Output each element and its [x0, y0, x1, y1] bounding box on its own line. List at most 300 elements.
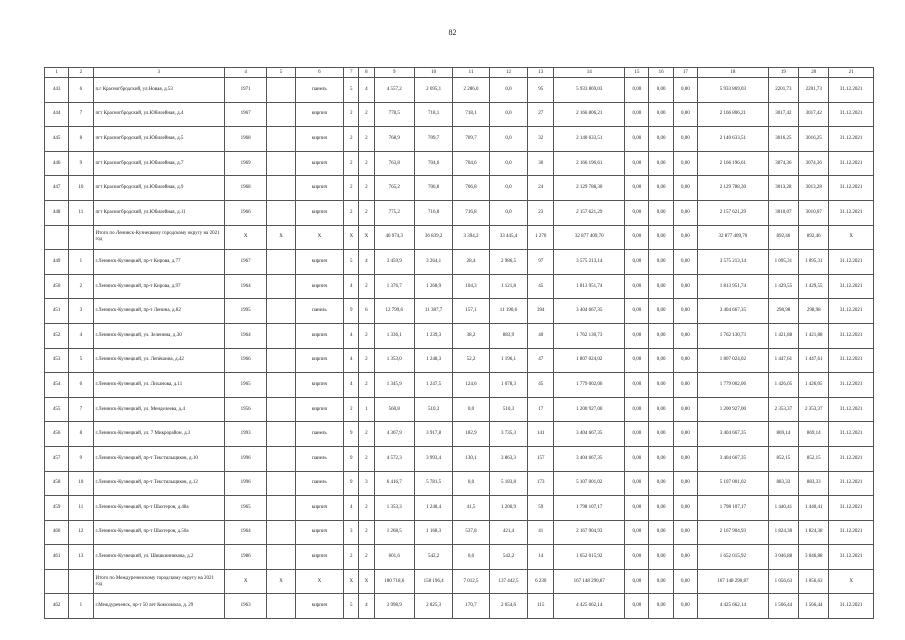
cell-entrances: 2 [359, 200, 374, 225]
cell-local-index: 11 [69, 200, 93, 225]
cell-year-built: 1965 [224, 496, 266, 521]
cell-year-built: 1964 [224, 520, 266, 545]
cell-total-area: 1 376,7 [374, 274, 414, 299]
cell-wall-material: кирпич [295, 102, 344, 127]
cell-nonliving-area: 157,1 [453, 299, 489, 324]
cell-total-cost: 1 779 002,06 [554, 373, 625, 398]
cell-total-area: 1 268,5 [374, 520, 414, 545]
cell-address: п.г Красногбродский, ул.Новая, д.53 [93, 78, 224, 103]
cell-cost-regional: 0,00 [649, 225, 673, 250]
cell-unit-cost: 852,15 [768, 446, 798, 471]
cell-unit-cost: 892,46 [768, 225, 798, 250]
cell-completion-date: 31.12.2021 [829, 348, 874, 373]
cell-year-reconstructed [267, 200, 295, 225]
table-row [45, 373, 874, 398]
cell-local-index: 8 [69, 422, 93, 447]
cell-completion-date: 31.12.2021 [829, 127, 874, 152]
cell-total-cost: 2 167 904,93 [554, 520, 625, 545]
cell-cost-municipal: 0,00 [673, 127, 697, 152]
cell-year-reconstructed [267, 102, 295, 127]
cell-year-built: 1956 [224, 397, 266, 422]
cell-year-built: 1986 [224, 545, 266, 570]
cell-residents: 47 [528, 348, 554, 373]
cell-unit-cost-max: 2201,73 [799, 78, 829, 103]
cell-residents: 59 [528, 496, 554, 521]
cell-wall-material: кирпич [295, 127, 344, 152]
cell-nonliving-area: 0,0 [453, 397, 489, 422]
cell-wall-material: кирпич [295, 274, 344, 299]
cell-year-reconstructed [267, 471, 295, 496]
cell-row-index: 445 [45, 127, 69, 152]
cell-year-reconstructed [267, 151, 295, 176]
cell-residential-area: 0,0 [489, 151, 527, 176]
cell-cost-regional: 0,00 [649, 274, 673, 299]
cell-cost-federal: 0,00 [625, 151, 649, 176]
cell-wall-material: панель [295, 446, 344, 471]
cell-residential-area: 3 863,3 [489, 446, 527, 471]
cell-living-area: 1 168,3 [414, 520, 452, 545]
cell-entrances: 2 [359, 446, 374, 471]
table-row [45, 397, 874, 422]
cell-total-area: 1 353,0 [374, 348, 414, 373]
cell-unit-cost: 1 440,41 [768, 496, 798, 521]
table-row [45, 446, 874, 471]
cell-unit-cost-max: 3016,25 [799, 127, 829, 152]
cell-residential-area: 421,4 [489, 520, 527, 545]
cell-wall-material: панель [295, 471, 344, 496]
cell-local-index: 4 [69, 323, 93, 348]
cell-row-index: 457 [45, 446, 69, 471]
cell-year-built: 1995 [224, 299, 266, 324]
cell-cost-regional: 0,00 [649, 200, 673, 225]
cell-local-index: 1 [69, 250, 93, 275]
cell-cost-owners: 18 [697, 68, 768, 78]
cell-wall-material: кирпич [295, 496, 344, 521]
cell-nonliving-area: 716,8 [453, 200, 489, 225]
cell-total-area: 1 345,9 [374, 373, 414, 398]
cell-completion-date: X [829, 225, 874, 250]
cell-unit-cost: 3016,25 [768, 127, 798, 152]
cell-total-cost: 2 166 196,61 [554, 151, 625, 176]
cell-residents: 32 [528, 127, 554, 152]
cell-unit-cost: 19 [768, 68, 798, 78]
cell-floors: 2 [344, 102, 359, 127]
cell-cost-regional: 0,00 [649, 496, 673, 521]
cell-residential-area: 33 445,4 [489, 225, 527, 250]
cell-address: г.Ленинск-Кузнецкий, пр-т Шахтеров, д.48а [93, 496, 224, 521]
cell-wall-material: кирпич [295, 520, 344, 545]
table-row [45, 274, 874, 299]
cell-residential-area: 12 [489, 68, 527, 78]
cell-cost-regional: 0,00 [649, 176, 673, 201]
cell-unit-cost-max: 2 353,37 [799, 397, 829, 422]
cell-entrances: 2 [359, 127, 374, 152]
cell-local-index: 6 [69, 78, 93, 103]
cell-cost-federal: 0,00 [625, 127, 649, 152]
cell-total-area: 601,6 [374, 545, 414, 570]
cell-nonliving-area: 2 286,0 [453, 78, 489, 103]
cell-cost-owners: 2 140 633,51 [697, 127, 768, 152]
cell-nonliving-area: 182,9 [453, 422, 489, 447]
cell-cost-municipal: 0,00 [673, 200, 697, 225]
cell-unit-cost: 869,14 [768, 422, 798, 447]
table-row [45, 545, 874, 570]
cell-wall-material: кирпич [295, 200, 344, 225]
cell-floors: 2 [344, 397, 359, 422]
cell-residential-area: 542,2 [489, 545, 527, 570]
cell-cost-regional: 0,00 [649, 545, 673, 570]
cell-entrances: 2 [359, 545, 374, 570]
cell-entrances: 2 [359, 323, 374, 348]
cell-floors: 2 [344, 200, 359, 225]
cell-cost-regional: 0,00 [649, 323, 673, 348]
cell-cost-municipal: 0,00 [673, 397, 697, 422]
cell-residents: 95 [528, 78, 554, 103]
cell-unit-cost: 2 353,37 [768, 397, 798, 422]
cell-residential-area: 1 206,9 [489, 496, 527, 521]
cell-floors: X [344, 225, 359, 250]
table-row [45, 348, 874, 373]
cell-unit-cost: 3013,28 [768, 176, 798, 201]
cell-floors: 4 [344, 373, 359, 398]
cell-address: г.Ленинск-Кузнецкий, пр-т Шахтеров, д.50а [93, 520, 224, 545]
cell-cost-owners: 1 652 015,92 [697, 545, 768, 570]
cell-floors: 5 [344, 250, 359, 275]
cell-year-built: X [224, 225, 266, 250]
cell-entrances: 2 [359, 176, 374, 201]
cell-living-area: 1 248,3 [414, 348, 452, 373]
cell-cost-municipal: 0,00 [673, 520, 697, 545]
cell-floors: 4 [344, 348, 359, 373]
cell-living-area: 2 695,1 [414, 78, 452, 103]
cell-year-built: 1967 [224, 102, 266, 127]
cell-nonliving-area: 28,4 [453, 250, 489, 275]
cell-nonliving-area: 130,1 [453, 446, 489, 471]
cell-year-built: 1964 [224, 323, 266, 348]
cell-cost-federal: 0,00 [625, 471, 649, 496]
cell-year-reconstructed: X [267, 569, 295, 594]
cell-cost-municipal: 0,00 [673, 496, 697, 521]
cell-cost-owners: 1 779 002,06 [697, 373, 768, 398]
cell-cost-regional: 0,00 [649, 520, 673, 545]
cell-cost-owners: 4 425 662,14 [697, 594, 768, 619]
cell-residents: 1 270 [528, 225, 554, 250]
cell-total-cost: 1 798 107,17 [554, 496, 625, 521]
cell-residents: 97 [528, 250, 554, 275]
cell-living-area: 3 917,8 [414, 422, 452, 447]
cell-unit-cost: 3010,07 [768, 200, 798, 225]
cell-cost-federal: 0,00 [625, 299, 649, 324]
cell-address: г.Ленинск-Кузнецкий, ул. Менделеева, д.4 [93, 397, 224, 422]
cell-living-area: 510,3 [414, 397, 452, 422]
cell-completion-date: 31.12.2021 [829, 594, 874, 619]
cell-residents: 27 [528, 102, 554, 127]
cell-row-index: 447 [45, 176, 69, 201]
cell-entrances: X [359, 225, 374, 250]
cell-living-area: 709,7 [414, 127, 452, 152]
cell-year-reconstructed [267, 545, 295, 570]
cell-wall-material: панель [295, 422, 344, 447]
cell-local-index: 5 [69, 348, 93, 373]
cell-local-index: 11 [69, 496, 93, 521]
cell-cost-federal: 15 [625, 68, 649, 78]
cell-row-index: 448 [45, 200, 69, 225]
cell-unit-cost-max: 3017,42 [799, 102, 829, 127]
cell-unit-cost: 298,98 [768, 299, 798, 324]
cell-unit-cost: 3 046,88 [768, 545, 798, 570]
cell-row-index: 461 [45, 545, 69, 570]
cell-address: Итого по Ленинск-Кузнецкому городскому округу на 2021 год [93, 225, 224, 250]
cell-residential-area: 2 986,5 [489, 250, 527, 275]
cell-nonliving-area: 704,6 [453, 151, 489, 176]
cell-entrances: 2 [359, 151, 374, 176]
cell-residents: 23 [528, 200, 554, 225]
cell-residential-area: 1 121,8 [489, 274, 527, 299]
cell-year-built: 1964 [224, 274, 266, 299]
cell-total-area: 6 416,7 [374, 471, 414, 496]
cell-total-area: 3 998,9 [374, 594, 414, 619]
cell-row-index: 446 [45, 151, 69, 176]
cell-residential-area: 5 183,8 [489, 471, 527, 496]
cell-local-index: 6 [69, 373, 93, 398]
cell-unit-cost-max: 1 421,88 [799, 323, 829, 348]
cell-total-cost: 5 933 869,03 [554, 78, 625, 103]
cell-local-index: 7 [69, 102, 93, 127]
cell-completion-date: 31.12.2021 [829, 545, 874, 570]
cell-nonliving-area: 124,6 [453, 373, 489, 398]
cell-address: пгт Красногбродский, ул.Юбилейная, д.4 [93, 102, 224, 127]
cell-total-cost: 1 200 927,00 [554, 397, 625, 422]
cell-row-index: 459 [45, 496, 69, 521]
cell-total-cost: 2 129 788,30 [554, 176, 625, 201]
cell-unit-cost-max: 1 824,38 [799, 520, 829, 545]
cell-cost-owners: 1 807 024,02 [697, 348, 768, 373]
cell-completion-date: 31.12.2021 [829, 422, 874, 447]
cell-entrances: 4 [359, 78, 374, 103]
cell-cost-municipal: 17 [673, 68, 697, 78]
cell-cost-municipal: 0,00 [673, 151, 697, 176]
cell-cost-owners: 5 933 869,03 [697, 78, 768, 103]
cell-total-area: 9 [374, 68, 414, 78]
table-row [45, 127, 874, 152]
cell-cost-owners: 2 166 196,61 [697, 151, 768, 176]
cell-completion-date: 31.12.2021 [829, 397, 874, 422]
cell-cost-owners: 5 107 001,02 [697, 471, 768, 496]
cell-cost-regional: 0,00 [649, 127, 673, 152]
cell-row-index: 449 [45, 250, 69, 275]
cell-completion-date: 31.12.2021 [829, 299, 874, 324]
table-row [45, 200, 874, 225]
cell-local-index: 8 [69, 127, 93, 152]
cell-completion-date: 31.12.2021 [829, 520, 874, 545]
cell-completion-date: 31.12.2021 [829, 373, 874, 398]
cell-year-reconstructed [267, 78, 295, 103]
subtotal-row [45, 569, 874, 594]
cell-total-area: 560,8 [374, 397, 414, 422]
cell-residents: 13 [528, 68, 554, 78]
cell-floors: 2 [344, 545, 359, 570]
cell-residential-area: 0,0 [489, 176, 527, 201]
cell-residents: 41 [528, 520, 554, 545]
cell-cost-municipal: 0,00 [673, 422, 697, 447]
cell-cost-federal: 0,00 [625, 569, 649, 594]
cell-wall-material: кирпич [295, 176, 344, 201]
cell-wall-material: кирпич [295, 151, 344, 176]
cell-row-index: 462 [45, 594, 69, 619]
cell-cost-federal: 0,00 [625, 78, 649, 103]
cell-total-area: 40 974,3 [374, 225, 414, 250]
table-row [45, 102, 874, 127]
cell-nonliving-area: 170,7 [453, 594, 489, 619]
cell-total-cost: 14 [554, 68, 625, 78]
cell-cost-regional: 0,00 [649, 446, 673, 471]
cell-completion-date: 31.12.2021 [829, 446, 874, 471]
cell-year-reconstructed [267, 127, 295, 152]
cell-cost-federal: 0,00 [625, 520, 649, 545]
cell-unit-cost-max: 1 095,31 [799, 250, 829, 275]
cell-cost-owners: 2 166 806,21 [697, 102, 768, 127]
cell-unit-cost-max: 1 447,61 [799, 348, 829, 373]
cell-floors: 5 [344, 594, 359, 619]
cell-cost-municipal: 0,00 [673, 348, 697, 373]
cell-local-index [69, 569, 93, 594]
cell-floors: 4 [344, 496, 359, 521]
cell-row-index [45, 225, 69, 250]
cell-residents: 30 [528, 151, 554, 176]
cell-cost-regional: 0,00 [649, 102, 673, 127]
cell-total-cost: 3 404 667,35 [554, 299, 625, 324]
cell-residential-area: 510,3 [489, 397, 527, 422]
cell-entrances: 3 [359, 471, 374, 496]
cell-entrances: X [359, 569, 374, 594]
cell-entrances: 2 [359, 274, 374, 299]
cell-wall-material: 6 [295, 68, 344, 78]
cell-unit-cost: 1 824,38 [768, 520, 798, 545]
cell-residents: 115 [528, 594, 554, 619]
cell-cost-owners: 3 404 667,35 [697, 422, 768, 447]
cell-year-reconstructed [267, 274, 295, 299]
cell-cost-federal: 0,00 [625, 422, 649, 447]
cell-total-cost: 3 404 667,35 [554, 422, 625, 447]
cell-entrances: 8 [359, 68, 374, 78]
cell-nonliving-area: 3 394,2 [453, 225, 489, 250]
cell-cost-municipal: 0,00 [673, 78, 697, 103]
cell-nonliving-area: 52,2 [453, 348, 489, 373]
cell-unit-cost-max: 1 566,44 [799, 594, 829, 619]
cell-floors: 4 [344, 274, 359, 299]
cell-living-area: 11 387,7 [414, 299, 452, 324]
cell-residential-area: 137 442,5 [489, 569, 527, 594]
cell-year-built: 4 [224, 68, 266, 78]
cell-unit-cost-max: 1 429,55 [799, 274, 829, 299]
cell-cost-municipal: 0,00 [673, 594, 697, 619]
cell-row-index: 458 [45, 471, 69, 496]
cell-year-built: 1993 [224, 422, 266, 447]
cell-address: г.Ленинск-Кузнецкий, пр-т Ленина, д.82 [93, 299, 224, 324]
cell-cost-municipal: 0,00 [673, 225, 697, 250]
cell-year-reconstructed [267, 397, 295, 422]
cell-floors: 9 [344, 422, 359, 447]
cell-address: г.Ленинск-Кузнецкий, ул. Шишкинникова, д.2 [93, 545, 224, 570]
cell-cost-federal: 0,00 [625, 446, 649, 471]
cell-residential-area: 1 196,1 [489, 348, 527, 373]
cell-completion-date: 31.12.2021 [829, 323, 874, 348]
cell-year-reconstructed [267, 348, 295, 373]
cell-unit-cost: 2201,73 [768, 78, 798, 103]
cell-unit-cost-max: 892,46 [799, 225, 829, 250]
table-row [45, 496, 874, 521]
cell-year-reconstructed: 5 [267, 68, 295, 78]
cell-nonliving-area: 41,5 [453, 496, 489, 521]
table-row [45, 250, 874, 275]
cell-address: пгт Красногбродский, ул.Юбилейная, д.11 [93, 200, 224, 225]
cell-nonliving-area: 11 [453, 68, 489, 78]
cell-wall-material: кирпич [295, 348, 344, 373]
cell-unit-cost: 1 447,61 [768, 348, 798, 373]
cell-unit-cost-max: 3013,28 [799, 176, 829, 201]
cell-cost-municipal: 0,00 [673, 471, 697, 496]
cell-residents: 40 [528, 323, 554, 348]
cell-cost-municipal: 0,00 [673, 176, 697, 201]
cell-cost-owners: 32 877 409,70 [697, 225, 768, 250]
cell-entrances: 2 [359, 373, 374, 398]
cell-cost-regional: 0,00 [649, 397, 673, 422]
cell-unit-cost-max: 1 426,05 [799, 373, 829, 398]
cell-residents: 173 [528, 471, 554, 496]
cell-unit-cost-max: 1 056,63 [799, 569, 829, 594]
cell-address: г.Ленинск-Кузнецкий, пр-т Текстильщиков, д.10 [93, 446, 224, 471]
cell-total-area: 778,5 [374, 102, 414, 127]
cell-cost-regional: 0,00 [649, 422, 673, 447]
buildings-table [44, 67, 874, 619]
cell-cost-municipal: 0,00 [673, 274, 697, 299]
cell-local-index: 1 [69, 594, 93, 619]
cell-residential-area: 3 735,3 [489, 422, 527, 447]
cell-nonliving-area: 718,1 [453, 102, 489, 127]
cell-floors: 9 [344, 299, 359, 324]
cell-wall-material: кирпич [295, 323, 344, 348]
cell-residential-area: 2 654,6 [489, 594, 527, 619]
table-row [45, 520, 874, 545]
cell-completion-date: 31.12.2021 [829, 274, 874, 299]
cell-year-built: 1967 [224, 250, 266, 275]
cell-address: пгт Красногбродский, ул.Юбилейная, д.7 [93, 151, 224, 176]
table-row [45, 299, 874, 324]
cell-residential-area: 0,0 [489, 127, 527, 152]
cell-year-reconstructed [267, 496, 295, 521]
cell-living-area: 3 993,4 [414, 446, 452, 471]
cell-cost-owners: 3 575 213,14 [697, 250, 768, 275]
page-number: 82 [448, 28, 457, 37]
cell-year-reconstructed [267, 520, 295, 545]
cell-cost-regional: 16 [649, 68, 673, 78]
table-row [45, 151, 874, 176]
cell-floors: 3 [344, 520, 359, 545]
cell-unit-cost: 1 429,55 [768, 274, 798, 299]
cell-total-area: 3 459,9 [374, 250, 414, 275]
cell-address: г.Ленинск-Кузнецкий, ул. Лиханова, д.11 [93, 373, 224, 398]
cell-year-reconstructed [267, 446, 295, 471]
cell-cost-municipal: 0,00 [673, 569, 697, 594]
cell-living-area: 542,2 [414, 545, 452, 570]
cell-unit-cost-max: 298,98 [799, 299, 829, 324]
cell-total-cost: 1 807 024,02 [554, 348, 625, 373]
cell-completion-date: X [829, 569, 874, 594]
cell-floors: 2 [344, 151, 359, 176]
cell-living-area: 10 [414, 68, 452, 78]
cell-address: г.Ленинск-Кузнецкий, ул. 7 Микрорайон, д.3 [93, 422, 224, 447]
cell-floors: 9 [344, 471, 359, 496]
